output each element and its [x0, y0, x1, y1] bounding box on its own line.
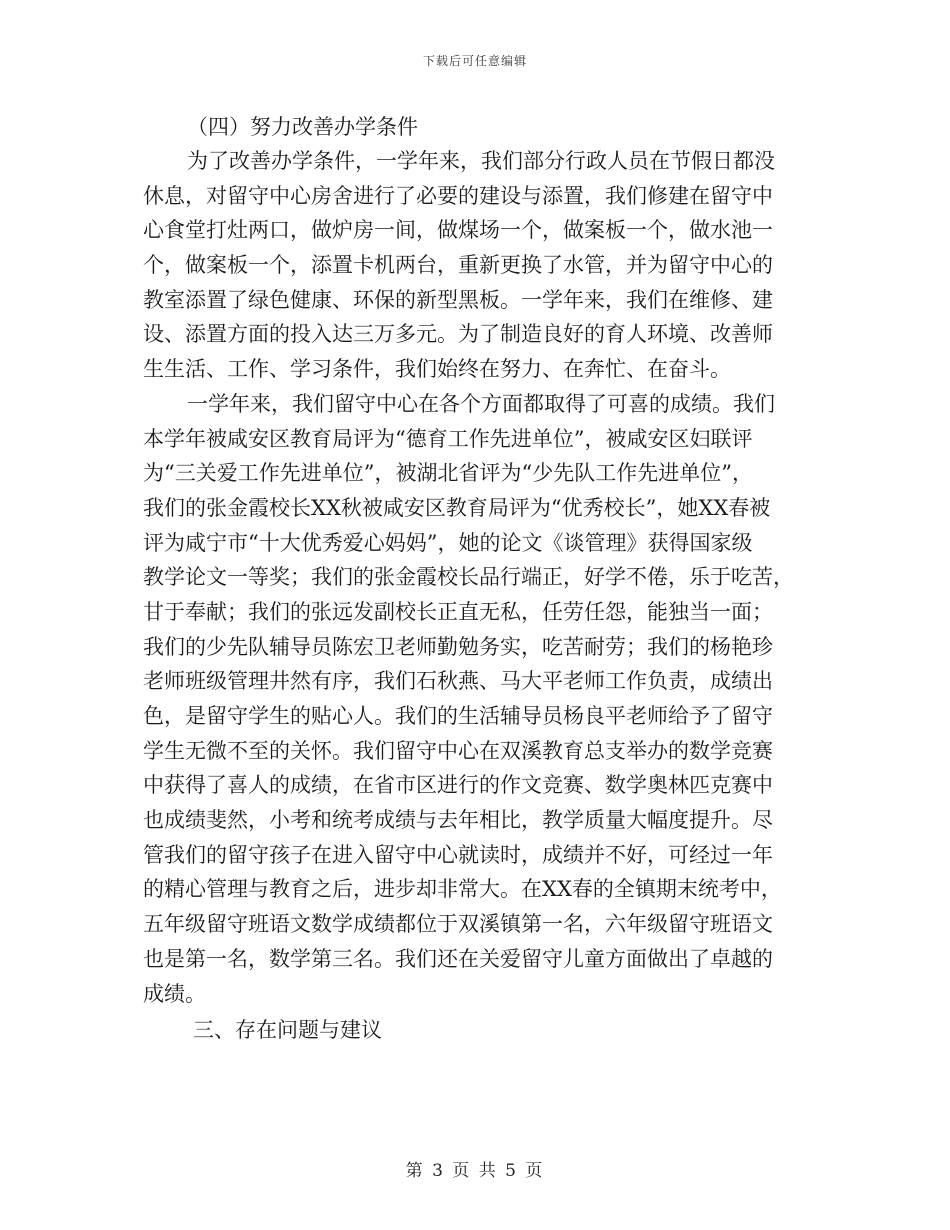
text-line: 设、添置方面的投入达三万多元。为了制造良好的育人环境、改善师: [143, 322, 773, 347]
text-line: 教学论文一等奖；我们的张金霞校长品行端正，好学不倦，乐于吃苦，: [143, 565, 794, 590]
text-line: 为了改善办学条件，一学年来，我们部分行政人员在节假日都没: [187, 149, 775, 173]
paragraph-improve-conditions: [143, 144, 813, 387]
text-line: 评为咸宁市“十大优秀爱心妈妈”，她的论文《谈管理》获得国家级: [143, 530, 753, 555]
section-heading-problems-suggestions: 三、存在问题与建议: [193, 1018, 382, 1043]
document-body: [143, 110, 813, 1047]
paragraph-achievements: [143, 387, 813, 1011]
text-line: 中获得了喜人的成绩，在省市区进行的作文竞赛、数学奥林匹克赛中: [143, 773, 773, 798]
text-line: 心食堂打灶两口，做炉房一间，做煤场一个，做案板一个，做水池一: [143, 218, 773, 243]
text-line: 的精心管理与教育之后，进步却非常大。在XX春的全镇期末统考中，: [143, 877, 782, 902]
text-line: 生生活、工作、学习条件，我们始终在努力、在奔忙、在奋斗。: [143, 357, 731, 382]
text-line: 老师班级管理井然有序，我们石秋燕、马大平老师工作负责，成绩出: [143, 669, 773, 694]
text-line: 管我们的留守孩子在进入留守中心就读时，成绩并不好，可经过一年: [143, 842, 773, 867]
page-number-footer: 第 3 页 共 5 页: [405, 1161, 545, 1181]
text-line: 也是第一名，数学第三名。我们还在关爱留守儿童方面做出了卓越的: [143, 946, 773, 971]
text-line: 五年级留守班语文数学成绩都位于双溪镇第一名，六年级留守班语文: [143, 912, 773, 937]
text-line: 为“三关爱工作先进单位”，被湖北省评为“少先队工作先进单位”，: [143, 461, 753, 486]
text-line: 教室添置了绿色健康、环保的新型黑板。一学年来，我们在维修、建: [143, 287, 773, 312]
text-line: 色，是留守学生的贴心人。我们的生活辅导员杨良平老师给予了留守: [143, 704, 773, 728]
text-line: 我们的少先队辅导员陈宏卫老师勤勉务实，吃苦耐劳；我们的杨艳珍: [143, 634, 773, 659]
page-header-note: 下载后可任意编辑: [422, 54, 527, 68]
text-line: 也成绩斐然，小考和统考成绩与去年相比，教学质量大幅度提升。尽: [143, 808, 773, 833]
text-line: 甘于奉献；我们的张远发副校长正直无私，任劳任怨，能独当一面；: [143, 599, 773, 624]
text-line: 一学年来，我们留守中心在各个方面都取得了可喜的成绩。我们: [187, 391, 775, 416]
text-line: 成绩。: [143, 981, 206, 1006]
text-line: 本学年被咸安区教育局评为“德育工作先进单位”，被咸安区妇联评: [143, 426, 753, 451]
text-line: 学生无微不至的关怀。我们留守中心在双溪教育总支举办的数学竞赛: [143, 738, 773, 763]
text-line: 休息，对留守中心房舍进行了必要的建设与添置，我们修建在留守中: [143, 183, 773, 208]
text-line: 个，做案板一个，添置卡机两台，重新更换了水管，并为留守中心的: [143, 253, 773, 278]
section-heading-improve-conditions: （四）努力改善办学条件: [187, 115, 418, 139]
text-line: 我们的张金霞校长XX秋被咸安区教育局评为“优秀校长”，她XX春被: [143, 495, 771, 520]
